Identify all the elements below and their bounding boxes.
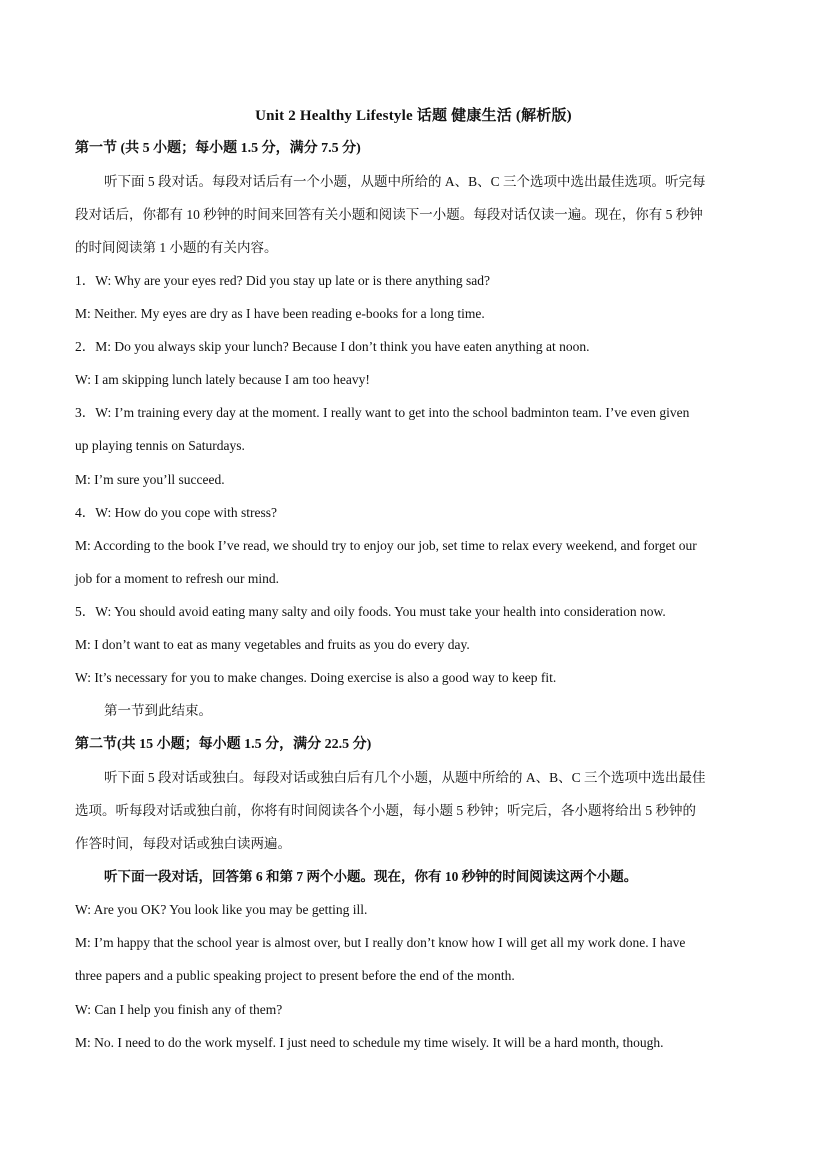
dialogue-line: 4．W: How do you cope with stress? xyxy=(75,505,277,520)
dialogue-line: 2．M: Do you always skip your lunch? Because I don’t think you have eaten anything at noon. xyxy=(75,339,590,354)
section1-heading: 第一节 (共 5 小题；每小题 1.5 分，满分 7.5 分) xyxy=(75,141,361,156)
dialogue-line: M: Neither. My eyes are dry as I have been reading e-books for a long time. xyxy=(75,306,485,321)
dialogue-line: 1．W: Why are your eyes red? Did you stay up late or is there anything sad? xyxy=(75,273,490,288)
dialogue-line: job for a moment to refresh our mind. xyxy=(75,571,279,586)
section2-instruction: 选项。听每段对话或独白前，你将有时间阅读各个小题，每小题 5 秒钟；听完后，各小题将给出 5 秒钟的 xyxy=(75,803,696,818)
dialogue-line: M: I don’t want to eat as many vegetables and fruits as you do every day. xyxy=(75,637,470,652)
dialogue-line: M: I’m happy that the school year is almost over, but I really don’t know how I will get all my work done. I have xyxy=(75,935,686,950)
dialogue-line: W: It’s necessary for you to make changes. Doing exercise is also a good way to keep fit. xyxy=(75,670,557,685)
section2-instruction: 听下面 5 段对话或独白。每段对话或独白后有几个小题，从题中所给的 A、B、C 三个选项中选出最佳 xyxy=(104,770,706,785)
dialogue-line: three papers and a public speaking project to present before the end of the month. xyxy=(75,968,515,983)
dialogue-line: M: According to the book I’ve read, we should try to enjoy our job, set time to relax every weekend, and forget our xyxy=(75,538,697,553)
section1-instruction: 段对话后，你都有 10 秒钟的时间来回答有关小题和阅读下一小题。每段对话仅读一遍。现在，你有 5 秒钟 xyxy=(75,207,703,222)
section2-instruction: 作答时间，每段对话或独白读两遍。 xyxy=(75,836,291,851)
section1-end: 第一节到此结束。 xyxy=(104,703,212,718)
dialogue-line: 3．W: I’m training every day at the moment. I really want to get into the school badminton team. I’ve even given xyxy=(75,405,690,420)
dialogue-line: M: No. I need to do the work myself. I just need to schedule my time wisely. It will be a hard month, though. xyxy=(75,1035,664,1050)
section2-prompt: 听下面一段对话，回答第 6 和第 7 两个小题。现在，你有 10 秒钟的时间阅读这两个小题。 xyxy=(104,869,638,884)
dialogue-line: 5．W: You should avoid eating many salty and oily foods. You must take your health into consideration now. xyxy=(75,604,666,619)
dialogue-line: W: I am skipping lunch lately because I am too heavy! xyxy=(75,372,370,387)
dialogue-line: W: Can I help you finish any of them? xyxy=(75,1002,283,1017)
section2-heading: 第二节(共 15 小题；每小题 1.5 分，满分 22.5 分) xyxy=(75,737,372,752)
section1-instruction: 听下面 5 段对话。每段对话后有一个小题，从题中所给的 A、B、C 三个选项中选出最佳选项。听完每 xyxy=(104,174,706,189)
dialogue-line: M: I’m sure you’ll succeed. xyxy=(75,472,225,487)
document-title: Unit 2 Healthy Lifestyle 话题 健康生活 (解析版) xyxy=(255,108,572,124)
dialogue-line: W: Are you OK? You look like you may be getting ill. xyxy=(75,902,368,917)
section1-instruction: 的时间阅读第 1 小题的有关内容。 xyxy=(75,240,278,255)
dialogue-line: up playing tennis on Saturdays. xyxy=(75,438,245,453)
